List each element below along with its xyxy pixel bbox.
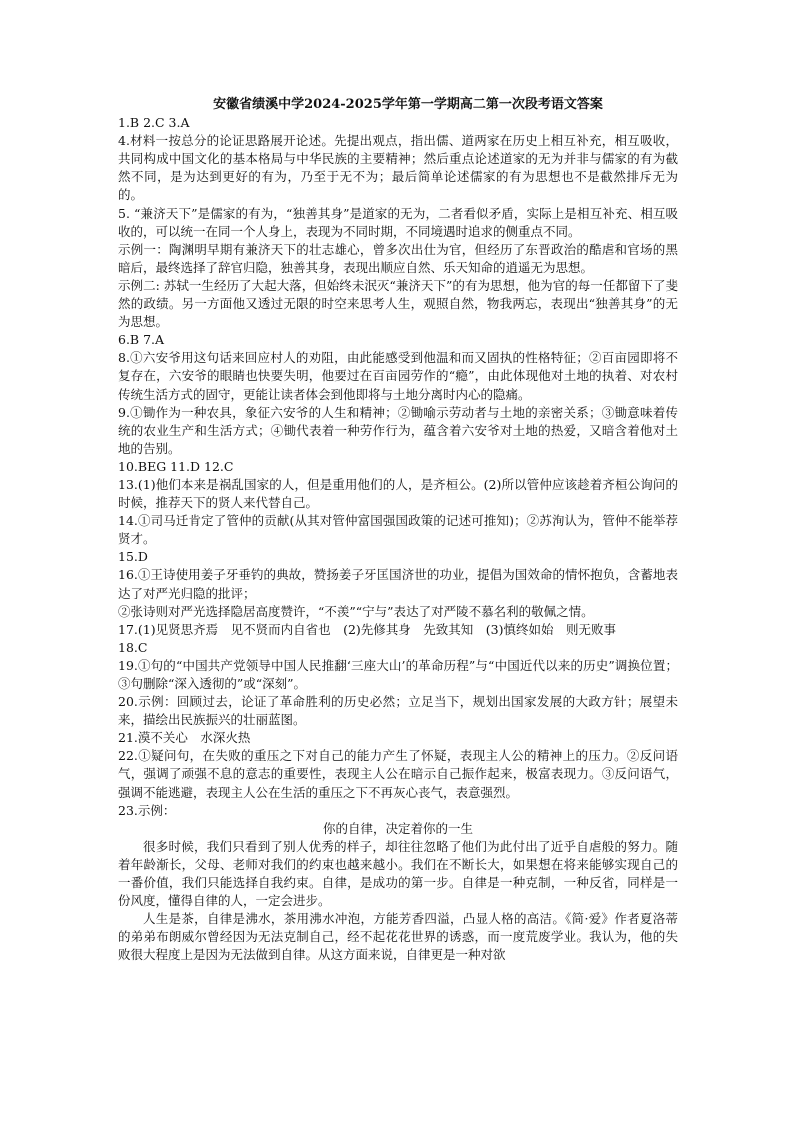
answer-paragraph: 8.①六安爷用这句话来回应村人的劝阻，由此能感受到他温和而又固执的性格特征；②百亩园即将不复存在，六安爷的眼睛也快要失明，他要过在百亩园劳作的“瘾”，由此体现他对土地的执着、对农村传统生活方式的固守，更能让读者体会到他即将与土地分离时内心的隐痛。 (118, 350, 678, 402)
answer-paragraph: 18.C (118, 639, 148, 655)
answer-paragraph: 19.①句的“中国共产党领导中国人民推翻‘三座大山’的革命历程”与“中国近代以来的历史”调换位置；③句删除“深入透彻的”或“深刻”。 (118, 657, 678, 691)
answer-paragraph: 20.示例：回顾过去，论证了革命胜利的历史必然；立足当下，规划出国家发展的大政方针；展望未来，描绘出民族振兴的壮丽蓝图。 (118, 694, 678, 728)
answer-paragraph: 23.示例： (118, 802, 176, 818)
answer-paragraph: 4.材料一按总分的论证思路展开论述。先提出观点，指出儒、道两家在历史上相互补充，相互吸收，共同构成中国文化的基本格局与中华民族的主要精神；然后重点论述道家的无为并非与儒家的有为截然不同，是为达到更好的有为，乃至于无不为；最后简单论述儒家的有为思想也不是截然排斥无为的。 (118, 133, 678, 203)
answer-paragraph: 6.B 7.A (118, 332, 165, 348)
answer-paragraph: 17.(1)见贤思齐焉 见不贤而内自省也 (2)先修其身 先致其知 (3)慎终如始 则无败事 (118, 621, 616, 637)
answer-paragraph: 13.(1)他们本来是祸乱国家的人，但是重用他们的人，是齐桓公。(2)所以管仲应该趁着齐桓公询问的时候，推荐天下的贤人来代替自己。 (118, 476, 678, 511)
answer-paragraph: 示例一：陶渊明早期有兼济天下的壮志雄心，曾多次出仕为官，但经历了东晋政治的酷虐和官场的黑暗后，最终选择了辞官归隐，独善其身，表现出顺应自然、乐天知命的逍遥无为思想。 (118, 241, 678, 275)
answer-page (118, 96, 678, 965)
answer-paragraph: 1.B 2.C 3.A (118, 115, 190, 131)
answer-paragraph: 14.①司马迁肯定了管仲的贡献(从其对管仲富国强国政策的记述可推知)；②苏洵认为，管仲不能举荐贤才。 (118, 513, 678, 547)
answer-paragraph: 22.①疑问句，在失败的重压之下对自己的能力产生了怀疑，表现主人公的精神上的压力。②反问语气，强调了顽强不息的意志的重要性，表现主人公在暗示自己振作起来，极富表现力。③反问语气，强调不能逃避，表现主人公在生活的重压之下不再灰心丧气，表意强烈。 (118, 748, 678, 800)
answer-paragraph: 9.①锄作为一种农具，象征六安爷的人生和精神；②锄喻示劳动者与土地的亲密关系；③锄意味着传统的农业生产和生活方式；④锄代表着一种劳作行为，蕴含着六安爷对土地的热爱，又暗含着他对土地的告别。 (118, 404, 678, 456)
answer-paragraph: 15.D (118, 549, 148, 565)
answer-paragraph: 示例二: 苏轼一生经历了大起大落，但始终未泯灭“兼济天下”的有为思想，他为官的每一任都留下了斐然的政绩。另一方面他又透过无限的时空来思考人生，观照自然，物我两忘，表现出“独善其身”的无为思想。 (118, 277, 678, 330)
answer-paragraph: 人生是茶，自律是沸水，茶用沸水冲泡，方能芳香四溢，凸显人格的高洁。《简·爱》作者夏洛蒂的弟弟布朗威尔曾经因为无法克制自己，经不起花花世界的诱惑，而一度荒废学业。我认为，他的失败很大程度上是因为无法做到自律。从这方面来说，自律更是一种对欲 (118, 911, 678, 963)
answer-paragraph: 5. “兼济天下”是儒家的有为，“独善其身”是道家的无为，二者看似矛盾，实际上是相互补充、相互吸收的，可以统一在同一个人身上，表现为不同时期，不同境遇时追求的侧重点不同。 (118, 205, 678, 239)
answer-paragraph: 10.BEG 11.D 12.C (118, 458, 234, 474)
answer-content (118, 114, 678, 964)
answer-paragraph: 21.漠不关心 水深火热 (118, 730, 251, 746)
page-title: 安徽省绩溪中学2024-2025学年第一学期高二第一次段考语文答案 (213, 97, 603, 112)
answer-paragraph: 很多时候，我们只看到了别人优秀的样子，却往往忽略了他们为此付出了近乎自虐般的努力。随着年龄渐长，父母、老师对我们的约束也越来越小。我们在不断长大，如果想在将来能够实现自己的一番价值，我们只能选择自我约束。自律，是成功的第一步。自律是一种克制，一种反省，同样是一份风度，懂得自律的人，一定会进步。 (118, 838, 678, 909)
essay-title: 你的自律，决定着你的一生 (322, 820, 473, 836)
answer-paragraph: ②张诗则对严光选择隐居高度赞许，“不羡”“宁与”表达了对严陵不慕名利的敬佩之情。 (118, 603, 594, 619)
answer-paragraph: 16.①王诗使用姜子牙垂钓的典故，赞扬姜子牙匡国济世的功业，提倡为国效命的情怀抱负，含蓄地表达了对严光归隐的批评； (118, 567, 678, 601)
